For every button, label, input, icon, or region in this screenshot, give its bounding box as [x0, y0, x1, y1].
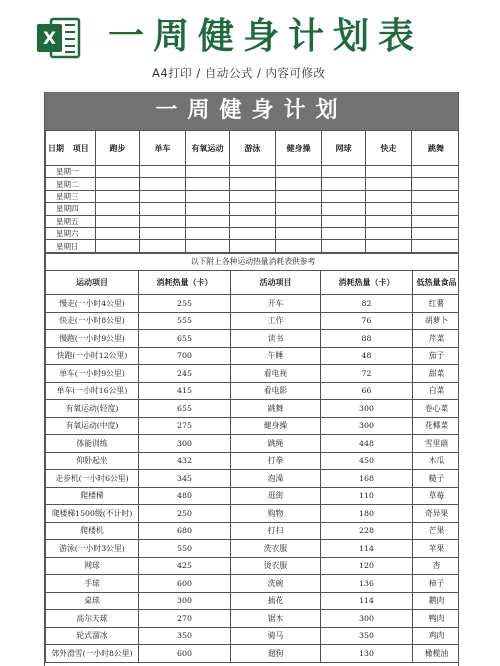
exercise-calories: 415 — [139, 382, 231, 400]
schedule-row — [46, 240, 460, 252]
calorie-note: 以下附上各种运动热量消耗表供参考 — [46, 253, 460, 271]
schedule-cell[interactable] — [412, 203, 460, 215]
schedule-row — [46, 203, 460, 215]
low-cal-food: 苹果 — [413, 540, 460, 558]
exercise-calories: 432 — [139, 452, 231, 470]
activity-calories: 82 — [321, 295, 413, 313]
schedule-cell[interactable] — [322, 203, 366, 215]
calorie-row — [46, 505, 460, 523]
exercise-name: 有氧运动(轻度) — [46, 400, 139, 418]
schedule-cell[interactable] — [186, 178, 230, 190]
activity-name: 插花 — [231, 592, 321, 610]
activity-calories: 88 — [321, 330, 413, 348]
low-cal-food: 草莓 — [413, 487, 460, 505]
exercise-calories: 245 — [139, 365, 231, 383]
exercise-calories: 655 — [139, 330, 231, 348]
schedule-row — [46, 190, 460, 202]
calorie-row — [46, 400, 460, 418]
schedule-col-header: 游泳 — [230, 131, 276, 166]
schedule-cell[interactable] — [96, 240, 140, 252]
corner-date-label: 日期 — [48, 142, 64, 153]
activity-name: 泡澡 — [231, 470, 321, 488]
calorie-row — [46, 382, 460, 400]
low-cal-food: 木瓜 — [413, 452, 460, 470]
exercise-calories: 300 — [139, 435, 231, 453]
calorie-row — [46, 592, 460, 610]
exercise-calories: 425 — [139, 557, 231, 575]
schedule-cell[interactable] — [322, 215, 366, 227]
low-cal-food: 白菜 — [413, 382, 460, 400]
schedule-cell[interactable] — [412, 227, 460, 239]
schedule-cell[interactable] — [412, 178, 460, 190]
exercise-name: 走步机(一小时6公里) — [46, 470, 139, 488]
activity-name: 购物 — [231, 505, 321, 523]
schedule-cell[interactable] — [230, 203, 276, 215]
calorie-row — [46, 470, 460, 488]
schedule-cell[interactable] — [276, 166, 322, 178]
page-subtitle: A4打印 / 自动公式 / 内容可修改 — [152, 66, 326, 80]
exercise-name: 爬楼梯 — [46, 487, 139, 505]
page-title: 一周健身计划表 — [108, 16, 424, 57]
low-cal-food: 茄子 — [413, 347, 460, 365]
schedule-corner-cell — [46, 131, 96, 166]
schedule-cell[interactable] — [230, 166, 276, 178]
exercise-calories: 255 — [139, 295, 231, 313]
activity-name: 打拳 — [231, 452, 321, 470]
calorie-row — [46, 487, 460, 505]
schedule-row — [46, 166, 460, 178]
exercise-calories: 550 — [139, 540, 231, 558]
excel-icon — [35, 15, 81, 61]
schedule-cell[interactable] — [140, 203, 186, 215]
schedule-cell[interactable] — [186, 203, 230, 215]
activity-name: 打扫 — [231, 522, 321, 540]
schedule-cell[interactable] — [96, 215, 140, 227]
low-cal-food: 胡萝卜 — [413, 312, 460, 330]
schedule-cell[interactable] — [140, 190, 186, 202]
low-cal-food: 鸡肉 — [413, 627, 460, 645]
calorie-reference-table — [45, 253, 459, 663]
schedule-col-header: 快走 — [366, 131, 412, 166]
activity-calories: 450 — [321, 452, 413, 470]
activity-name: 洗衣服 — [231, 540, 321, 558]
schedule-cell[interactable] — [186, 215, 230, 227]
activity-calories: 300 — [321, 400, 413, 418]
schedule-cell[interactable] — [322, 178, 366, 190]
schedule-cell[interactable] — [186, 227, 230, 239]
schedule-cell[interactable] — [230, 240, 276, 252]
schedule-cell[interactable] — [276, 178, 322, 190]
exercise-calories: 600 — [139, 575, 231, 593]
schedule-cell[interactable] — [96, 227, 140, 239]
fitness-sheet — [44, 92, 459, 666]
exercise-name: 轮式溜冰 — [46, 627, 139, 645]
exercise-calories: 700 — [139, 347, 231, 365]
schedule-cell[interactable] — [276, 203, 322, 215]
activity-calories: 66 — [321, 382, 413, 400]
low-cal-food: 橄榄油 — [413, 645, 460, 663]
schedule-day-label: 星期四 — [46, 203, 96, 215]
activity-calories: 130 — [321, 645, 413, 663]
schedule-cell[interactable] — [322, 227, 366, 239]
activity-name: 健身操 — [231, 417, 321, 435]
exercise-name: 仰卧起坐 — [46, 452, 139, 470]
schedule-col-header: 有氧运动 — [186, 131, 230, 166]
activity-name: 洗碗 — [231, 575, 321, 593]
low-cal-food: 鸭肉 — [413, 610, 460, 628]
schedule-cell[interactable] — [412, 215, 460, 227]
schedule-cell[interactable] — [140, 178, 186, 190]
schedule-col-header: 健身操 — [276, 131, 322, 166]
activity-name: 骑马 — [231, 627, 321, 645]
activity-calories: 76 — [321, 312, 413, 330]
calorie-row — [46, 627, 460, 645]
schedule-cell[interactable] — [140, 240, 186, 252]
calorie-row — [46, 365, 460, 383]
weekly-schedule-table — [45, 130, 459, 253]
schedule-cell[interactable] — [230, 190, 276, 202]
schedule-cell[interactable] — [186, 240, 230, 252]
activity-calories: 300 — [321, 417, 413, 435]
page-header — [0, 0, 500, 82]
activity-name: 逛街 — [231, 487, 321, 505]
activity-calories: 180 — [321, 505, 413, 523]
schedule-cell[interactable] — [366, 227, 412, 239]
schedule-cell[interactable] — [366, 240, 412, 252]
schedule-cell[interactable] — [366, 166, 412, 178]
calorie-row — [46, 645, 460, 663]
exercise-name: 单车(一小时9公里) — [46, 365, 139, 383]
calorie-row — [46, 295, 460, 313]
schedule-col-header: 单车 — [140, 131, 186, 166]
exercise-name: 高尔夫球 — [46, 610, 139, 628]
exercise-name: 体能训练 — [46, 435, 139, 453]
exercise-name: 游泳(一小时3公里) — [46, 540, 139, 558]
activity-calories: 448 — [321, 435, 413, 453]
schedule-cell[interactable] — [366, 178, 412, 190]
schedule-cell[interactable] — [322, 190, 366, 202]
schedule-cell[interactable] — [412, 190, 460, 202]
schedule-cell[interactable] — [140, 215, 186, 227]
activity-name: 看电视 — [231, 365, 321, 383]
low-cal-food: 花椰菜 — [413, 417, 460, 435]
low-cal-food: 芹菜 — [413, 330, 460, 348]
exercise-name: 网球 — [46, 557, 139, 575]
exercise-name: 手球 — [46, 575, 139, 593]
calorie-row — [46, 347, 460, 365]
activity-name: 锯木 — [231, 610, 321, 628]
svg-text:X: X — [42, 29, 57, 49]
low-cal-food: 糙子 — [413, 470, 460, 488]
exercise-calories: 680 — [139, 522, 231, 540]
low-cal-food: 芒果 — [413, 522, 460, 540]
schedule-cell[interactable] — [140, 166, 186, 178]
activity-name: 跳舞 — [231, 400, 321, 418]
exercise-calories: 275 — [139, 417, 231, 435]
schedule-cell[interactable] — [276, 240, 322, 252]
schedule-day-label: 星期六 — [46, 227, 96, 239]
exercise-name: 单车(一小时16公里) — [46, 382, 139, 400]
schedule-cell[interactable] — [366, 215, 412, 227]
low-cal-food: 雪里蕻 — [413, 435, 460, 453]
calorie-row — [46, 557, 460, 575]
schedule-cell[interactable] — [276, 215, 322, 227]
schedule-cell[interactable] — [412, 166, 460, 178]
activity-calories: 114 — [321, 540, 413, 558]
corner-item-label: 项目 — [72, 142, 89, 153]
schedule-cell[interactable] — [230, 178, 276, 190]
activity-calories: 120 — [321, 557, 413, 575]
exercise-calories: 555 — [139, 312, 231, 330]
schedule-cell[interactable] — [230, 227, 276, 239]
schedule-cell[interactable] — [366, 203, 412, 215]
exercise-calories: 600 — [139, 645, 231, 663]
activity-name: 烫衣服 — [231, 557, 321, 575]
schedule-header-row — [46, 131, 460, 166]
exercise-name: 郊外滑雪(一小时8公里) — [46, 645, 139, 663]
exercise-name: 桌球 — [46, 592, 139, 610]
schedule-day-label: 星期二 — [46, 178, 96, 190]
calorie-col-header: 运动项目 — [46, 271, 139, 295]
calorie-row — [46, 312, 460, 330]
schedule-day-label: 星期日 — [46, 240, 96, 252]
schedule-day-label: 星期五 — [46, 215, 96, 227]
calorie-row — [46, 610, 460, 628]
activity-calories: 168 — [321, 470, 413, 488]
activity-calories: 48 — [321, 347, 413, 365]
low-cal-food: 红薯 — [413, 295, 460, 313]
calorie-row — [46, 417, 460, 435]
calorie-col-header: 消耗热量（卡） — [139, 271, 231, 295]
exercise-name: 有氧运动(中度) — [46, 417, 139, 435]
schedule-cell[interactable] — [412, 240, 460, 252]
schedule-col-header: 网球 — [322, 131, 366, 166]
exercise-calories: 250 — [139, 505, 231, 523]
exercise-name: 爬楼梯1500级(不计时) — [46, 505, 139, 523]
schedule-cell[interactable] — [366, 190, 412, 202]
activity-calories: 72 — [321, 365, 413, 383]
schedule-cell[interactable] — [96, 166, 140, 178]
schedule-cell[interactable] — [140, 227, 186, 239]
schedule-row — [46, 215, 460, 227]
calorie-row — [46, 575, 460, 593]
low-cal-food: 卷心菜 — [413, 400, 460, 418]
activity-name: 开车 — [231, 295, 321, 313]
low-cal-food: 奇异果 — [413, 505, 460, 523]
activity-name: 工作 — [231, 312, 321, 330]
exercise-name: 爬楼机 — [46, 522, 139, 540]
activity-name: 读书 — [231, 330, 321, 348]
schedule-day-label: 星期一 — [46, 166, 96, 178]
calorie-row — [46, 435, 460, 453]
low-cal-food: 甜菜 — [413, 365, 460, 383]
activity-name: 看电影 — [231, 382, 321, 400]
calorie-header-row — [46, 271, 460, 295]
activity-calories: 300 — [321, 610, 413, 628]
schedule-cell[interactable] — [276, 227, 322, 239]
activity-name: 跳绳 — [231, 435, 321, 453]
calorie-row — [46, 522, 460, 540]
schedule-row — [46, 178, 460, 190]
exercise-calories: 345 — [139, 470, 231, 488]
calorie-col-header: 消耗热量（卡） — [321, 271, 413, 295]
schedule-cell[interactable] — [322, 240, 366, 252]
exercise-name: 慢跑(一小时9公里) — [46, 330, 139, 348]
schedule-cell[interactable] — [96, 190, 140, 202]
schedule-cell[interactable] — [186, 166, 230, 178]
calorie-col-header: 活动项目 — [231, 271, 321, 295]
schedule-day-label: 星期三 — [46, 190, 96, 202]
exercise-calories: 655 — [139, 400, 231, 418]
activity-calories: 350 — [321, 627, 413, 645]
calorie-col-header: 低热量食品 — [413, 271, 460, 295]
exercise-name: 慢走(一小时4公里) — [46, 295, 139, 313]
exercise-calories: 480 — [139, 487, 231, 505]
sheet-banner: 一周健身计划 — [45, 92, 458, 130]
schedule-cell[interactable] — [230, 215, 276, 227]
low-cal-food: 鹅肉 — [413, 592, 460, 610]
activity-name: 午睡 — [231, 347, 321, 365]
activity-calories: 114 — [321, 592, 413, 610]
exercise-name: 快跑(一小时12公里) — [46, 347, 139, 365]
schedule-cell[interactable] — [96, 203, 140, 215]
schedule-col-header: 跑步 — [96, 131, 140, 166]
schedule-cell[interactable] — [276, 190, 322, 202]
exercise-calories: 350 — [139, 627, 231, 645]
activity-name: 遛狗 — [231, 645, 321, 663]
schedule-cell[interactable] — [186, 190, 230, 202]
exercise-name: 快走(一小时8公里) — [46, 312, 139, 330]
calorie-row — [46, 330, 460, 348]
schedule-row — [46, 227, 460, 239]
activity-calories: 228 — [321, 522, 413, 540]
exercise-calories: 300 — [139, 592, 231, 610]
activity-calories: 110 — [321, 487, 413, 505]
schedule-cell[interactable] — [322, 166, 366, 178]
exercise-calories: 270 — [139, 610, 231, 628]
schedule-cell[interactable] — [96, 178, 140, 190]
activity-calories: 136 — [321, 575, 413, 593]
low-cal-food: 柿子 — [413, 575, 460, 593]
calorie-row — [46, 452, 460, 470]
calorie-row — [46, 540, 460, 558]
schedule-col-header: 跳舞 — [412, 131, 460, 166]
note-row — [46, 253, 460, 271]
low-cal-food: 杏 — [413, 557, 460, 575]
